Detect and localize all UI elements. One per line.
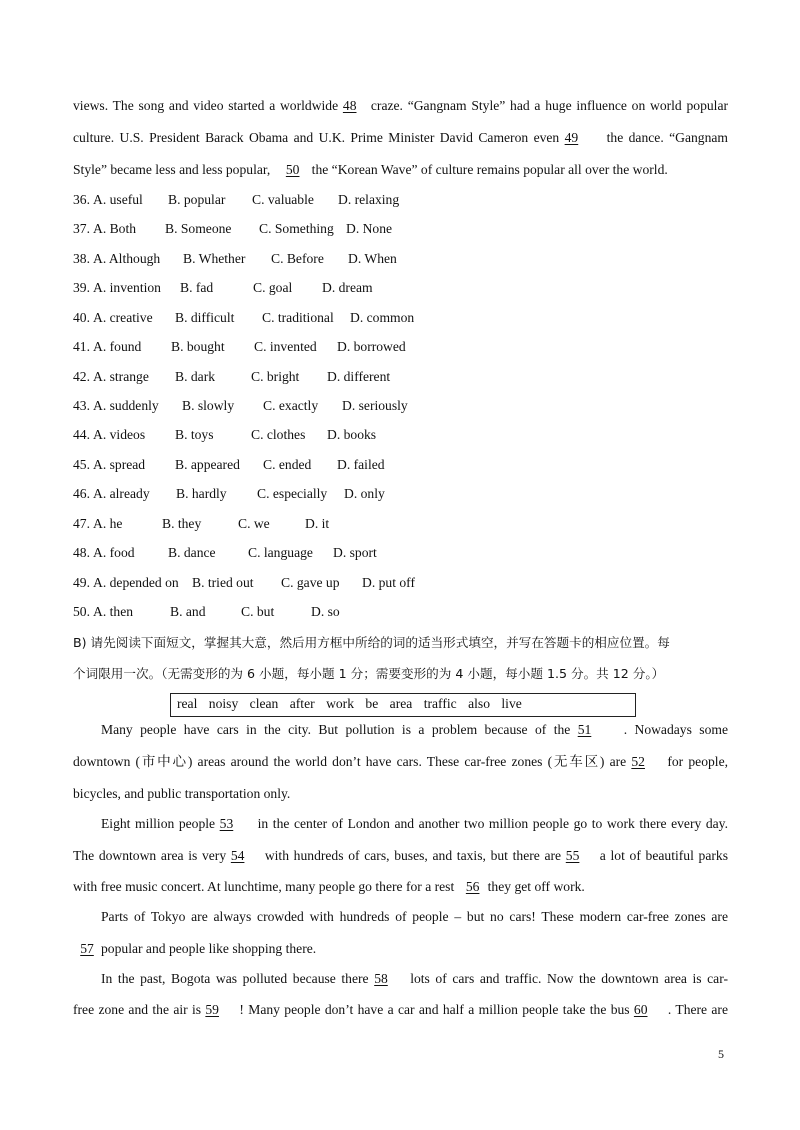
option-a: A. suddenly <box>93 398 159 413</box>
text: lots of cars and traffic. Now the downtown area is car- <box>410 971 729 986</box>
passage-line <box>73 877 728 897</box>
option-b: B. difficult <box>175 310 235 325</box>
option-c: C. invented <box>254 339 317 354</box>
text: free zone and the air is <box>73 1002 206 1017</box>
word: work <box>326 696 355 711</box>
text: with free music concert. At lunchtime, many people go there for a rest <box>73 879 458 894</box>
option-d: D. borrowed <box>337 339 406 354</box>
blank-58: 58 <box>374 971 388 986</box>
blank-48: 48 <box>342 98 357 113</box>
option-b: B. tried out <box>192 575 254 590</box>
blank-57: 57 <box>80 941 94 956</box>
option-b: B. Someone <box>165 221 232 236</box>
option-a: A. then <box>93 604 134 619</box>
option-a: A. found <box>93 339 142 354</box>
option-a: A. Both <box>93 221 137 236</box>
blank-56: 56 <box>465 879 480 894</box>
text: a lot of beautiful parks <box>599 848 729 863</box>
option-c: C. clothes <box>251 427 306 442</box>
word-box <box>170 693 636 717</box>
option-d: D. so <box>311 604 340 619</box>
text: craze. “Gangnam Style” had a huge influence on world popular <box>370 98 729 113</box>
option-c: C. gave up <box>281 575 340 590</box>
option-c: C. goal <box>253 280 293 295</box>
passage-line <box>101 969 728 989</box>
blank-53: 53 <box>219 816 234 831</box>
option-a: A. already <box>93 486 150 501</box>
option-d: D. different <box>327 369 391 384</box>
passage-line: Parts of Tokyo are always crowded with hundreds of people – but no cars! These modern car-free zones are <box>101 909 728 924</box>
question-number: 44. <box>73 427 90 442</box>
option-d: D. seriously <box>342 398 408 413</box>
option-d: D. None <box>346 221 393 236</box>
option-b: B. popular <box>168 192 226 207</box>
blank-59: 59 <box>205 1002 219 1017</box>
option-c: C. language <box>248 545 313 560</box>
option-a: A. spread <box>93 457 146 472</box>
passage-line <box>101 720 728 740</box>
option-a: A. depended on <box>93 575 179 590</box>
question-number: 36. <box>73 192 90 207</box>
text: In the past, Bogota was polluted because there <box>101 971 375 986</box>
text: in the center of London and another two million people go to work there every day. <box>257 816 728 831</box>
passage-line <box>73 846 728 866</box>
text: Eight million people <box>101 816 220 831</box>
passage-line <box>73 752 728 772</box>
question-number: 37. <box>73 221 90 236</box>
option-b: B. Whether <box>183 251 246 266</box>
word: noisy <box>208 696 239 711</box>
option-a: A. Although <box>93 251 161 266</box>
question-number: 46. <box>73 486 90 501</box>
option-b: B. dark <box>175 369 216 384</box>
passage-line <box>101 814 728 834</box>
blank-55: 55 <box>565 848 580 863</box>
option-c: C. especially <box>257 486 328 501</box>
option-d: D. relaxing <box>338 192 400 207</box>
blank-60: 60 <box>633 1002 648 1017</box>
option-c: C. we <box>238 516 270 531</box>
word: also <box>468 696 490 711</box>
option-b: B. they <box>162 516 202 531</box>
option-c: C. bright <box>251 369 300 384</box>
option-c: C. but <box>241 604 275 619</box>
option-b: B. hardly <box>176 486 227 501</box>
text: popular and people like shopping there. <box>101 941 317 956</box>
section-b-instruction-2: 个词限用一次。（无需变形的为 6 小题，每小题 1 分；需要变形的为 4 小题，每小题 1.5 分。共 12 分。） <box>73 666 665 681</box>
word: live <box>501 696 522 711</box>
text: views. The song and video started a worldwide <box>73 98 343 113</box>
question-number: 39. <box>73 280 90 295</box>
option-d: D. When <box>348 251 397 266</box>
option-b: B. toys <box>175 427 214 442</box>
passage-line <box>73 939 728 959</box>
section-b-instruction-1: B) 请先阅读下面短文，掌握其大意，然后用方框中所给的词的适当形式填空，并写在答题卡的相应位置。每 <box>73 635 670 650</box>
option-d: D. sport <box>333 545 377 560</box>
option-b: B. bought <box>171 339 225 354</box>
passage-line <box>73 1000 728 1020</box>
text: . Nowadays some <box>623 722 728 737</box>
text: . There are <box>667 1002 728 1017</box>
question-number: 38. <box>73 251 90 266</box>
word: clean <box>249 696 279 711</box>
question-number: 41. <box>73 339 90 354</box>
option-d: D. common <box>350 310 415 325</box>
option-b: B. fad <box>180 280 214 295</box>
option-d: D. it <box>305 516 330 531</box>
option-c: C. Before <box>271 251 324 266</box>
word: be <box>365 696 379 711</box>
question-number: 49. <box>73 575 90 590</box>
text: ! Many people don’t have a car and half a million people take the bus <box>239 1002 634 1017</box>
text: the dance. “Gangnam <box>606 130 728 145</box>
text: downtown (市中心) areas around the world don’t have cars. These car-free zones (无车区) are <box>73 754 632 769</box>
option-c: C. traditional <box>262 310 334 325</box>
option-d: D. failed <box>337 457 385 472</box>
word: after <box>289 696 315 711</box>
blank-49: 49 <box>564 130 579 145</box>
option-a: A. food <box>93 545 135 560</box>
option-a: A. he <box>93 516 123 531</box>
option-a: A. useful <box>93 192 143 207</box>
option-c: C. ended <box>263 457 312 472</box>
word: traffic <box>423 696 457 711</box>
option-c: C. Something <box>259 221 334 236</box>
question-number: 45. <box>73 457 90 472</box>
question-number: 50. <box>73 604 90 619</box>
blank-51: 51 <box>577 722 592 737</box>
question-number: 40. <box>73 310 90 325</box>
text: with hundreds of cars, buses, and taxis, but there are <box>264 848 566 863</box>
blank-50: 50 <box>285 162 300 177</box>
option-a: A. creative <box>93 310 153 325</box>
passage-line <box>73 96 728 116</box>
passage-line <box>73 128 728 148</box>
option-c: C. exactly <box>263 398 319 413</box>
option-d: D. dream <box>322 280 373 295</box>
option-b: B. appeared <box>175 457 240 472</box>
option-a: A. strange <box>93 369 149 384</box>
option-d: D. put off <box>362 575 415 590</box>
page-number: 5 <box>718 1047 724 1061</box>
option-a: A. videos <box>93 427 146 442</box>
question-number: 43. <box>73 398 90 413</box>
option-d: D. only <box>344 486 385 501</box>
option-b: B. slowly <box>182 398 235 413</box>
text: the “Korean Wave” of culture remains popular all over the world. <box>311 162 668 177</box>
question-number: 47. <box>73 516 90 531</box>
option-c: C. valuable <box>252 192 314 207</box>
passage-line: bicycles, and public transportation only. <box>73 786 291 801</box>
text: Many people have cars in the city. But pollution is a problem because of the <box>101 722 578 737</box>
text: The downtown area is very <box>73 848 231 863</box>
text: Style” became less and less popular, <box>73 162 274 177</box>
word: real <box>177 696 198 711</box>
text: they get off work. <box>487 879 585 894</box>
option-b: B. and <box>170 604 206 619</box>
blank-52: 52 <box>631 754 645 769</box>
passage-line <box>73 160 728 180</box>
option-a: A. invention <box>93 280 161 295</box>
option-d: D. books <box>327 427 377 442</box>
text: for people, <box>667 754 728 769</box>
word: area <box>389 696 413 711</box>
question-number: 42. <box>73 369 90 384</box>
text: culture. U.S. President Barack Obama and U.K. Prime Minister David Cameron even <box>73 130 565 145</box>
blank-54: 54 <box>230 848 245 863</box>
option-b: B. dance <box>168 545 216 560</box>
question-number: 48. <box>73 545 90 560</box>
